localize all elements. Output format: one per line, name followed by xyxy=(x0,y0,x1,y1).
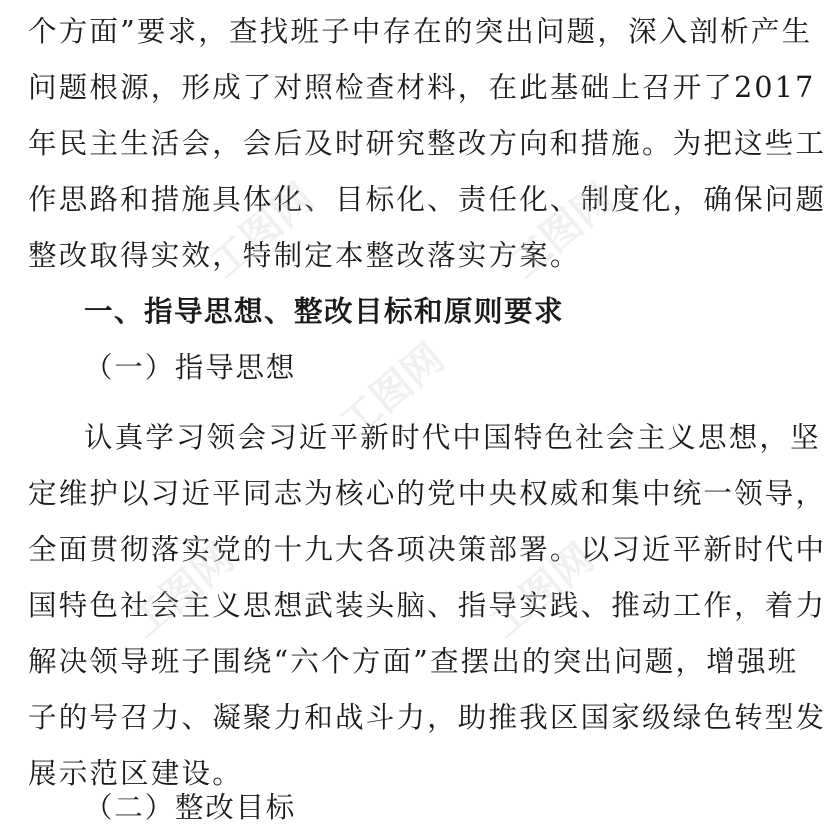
paragraph-line: 全面贯彻落实党的十九大各项决策部署。以习近平新时代中 xyxy=(28,533,826,566)
watermark: 工图网 xyxy=(481,534,603,648)
watermark: 工图网 xyxy=(201,174,323,288)
subsection-heading: （一）指导思想 xyxy=(84,351,297,384)
section-heading: 一、指导思想、整改目标和原则要求 xyxy=(84,295,565,328)
paragraph-line: 作思路和措施具体化、目标化、责任化、制度化，确保问题 xyxy=(28,183,826,216)
watermark: 工图网 xyxy=(331,334,453,448)
watermark: 工图网 xyxy=(121,534,243,648)
paragraph-line: 个方面”要求，查找班子中存在的突出问题，深入剖析产生 xyxy=(28,15,813,48)
paragraph-line: 认真学习领会习近平新时代中国特色社会主义思想，坚 xyxy=(84,421,821,454)
paragraph-line: 国特色社会主义思想武装头脑、指导实践、推动工作，着力 xyxy=(28,589,826,622)
paragraph-line: 整改取得实效，特制定本整改落实方案。 xyxy=(28,239,581,272)
paragraph-line: 子的号召力、凝聚力和战斗力，助推我区国家级绿色转型发 xyxy=(28,701,826,734)
paragraph-line: 展示范区建设。 xyxy=(28,757,243,790)
paragraph-line: 定维护以习近平同志为核心的党中央权威和集中统一领导， xyxy=(28,477,826,510)
paragraph-line: 解决领导班子围绕“六个方面”查摆出的突出问题，增强班 xyxy=(28,645,799,678)
watermark: 工图网 xyxy=(501,174,623,288)
subsection-heading: （二）整改目标 xyxy=(84,791,297,824)
paragraph-line: 年民主生活会，会后及时研究整改方向和措施。为把这些工 xyxy=(28,127,826,160)
paragraph-line: 问题根源，形成了对照检查材料，在此基础上召开了2017 xyxy=(28,71,816,104)
